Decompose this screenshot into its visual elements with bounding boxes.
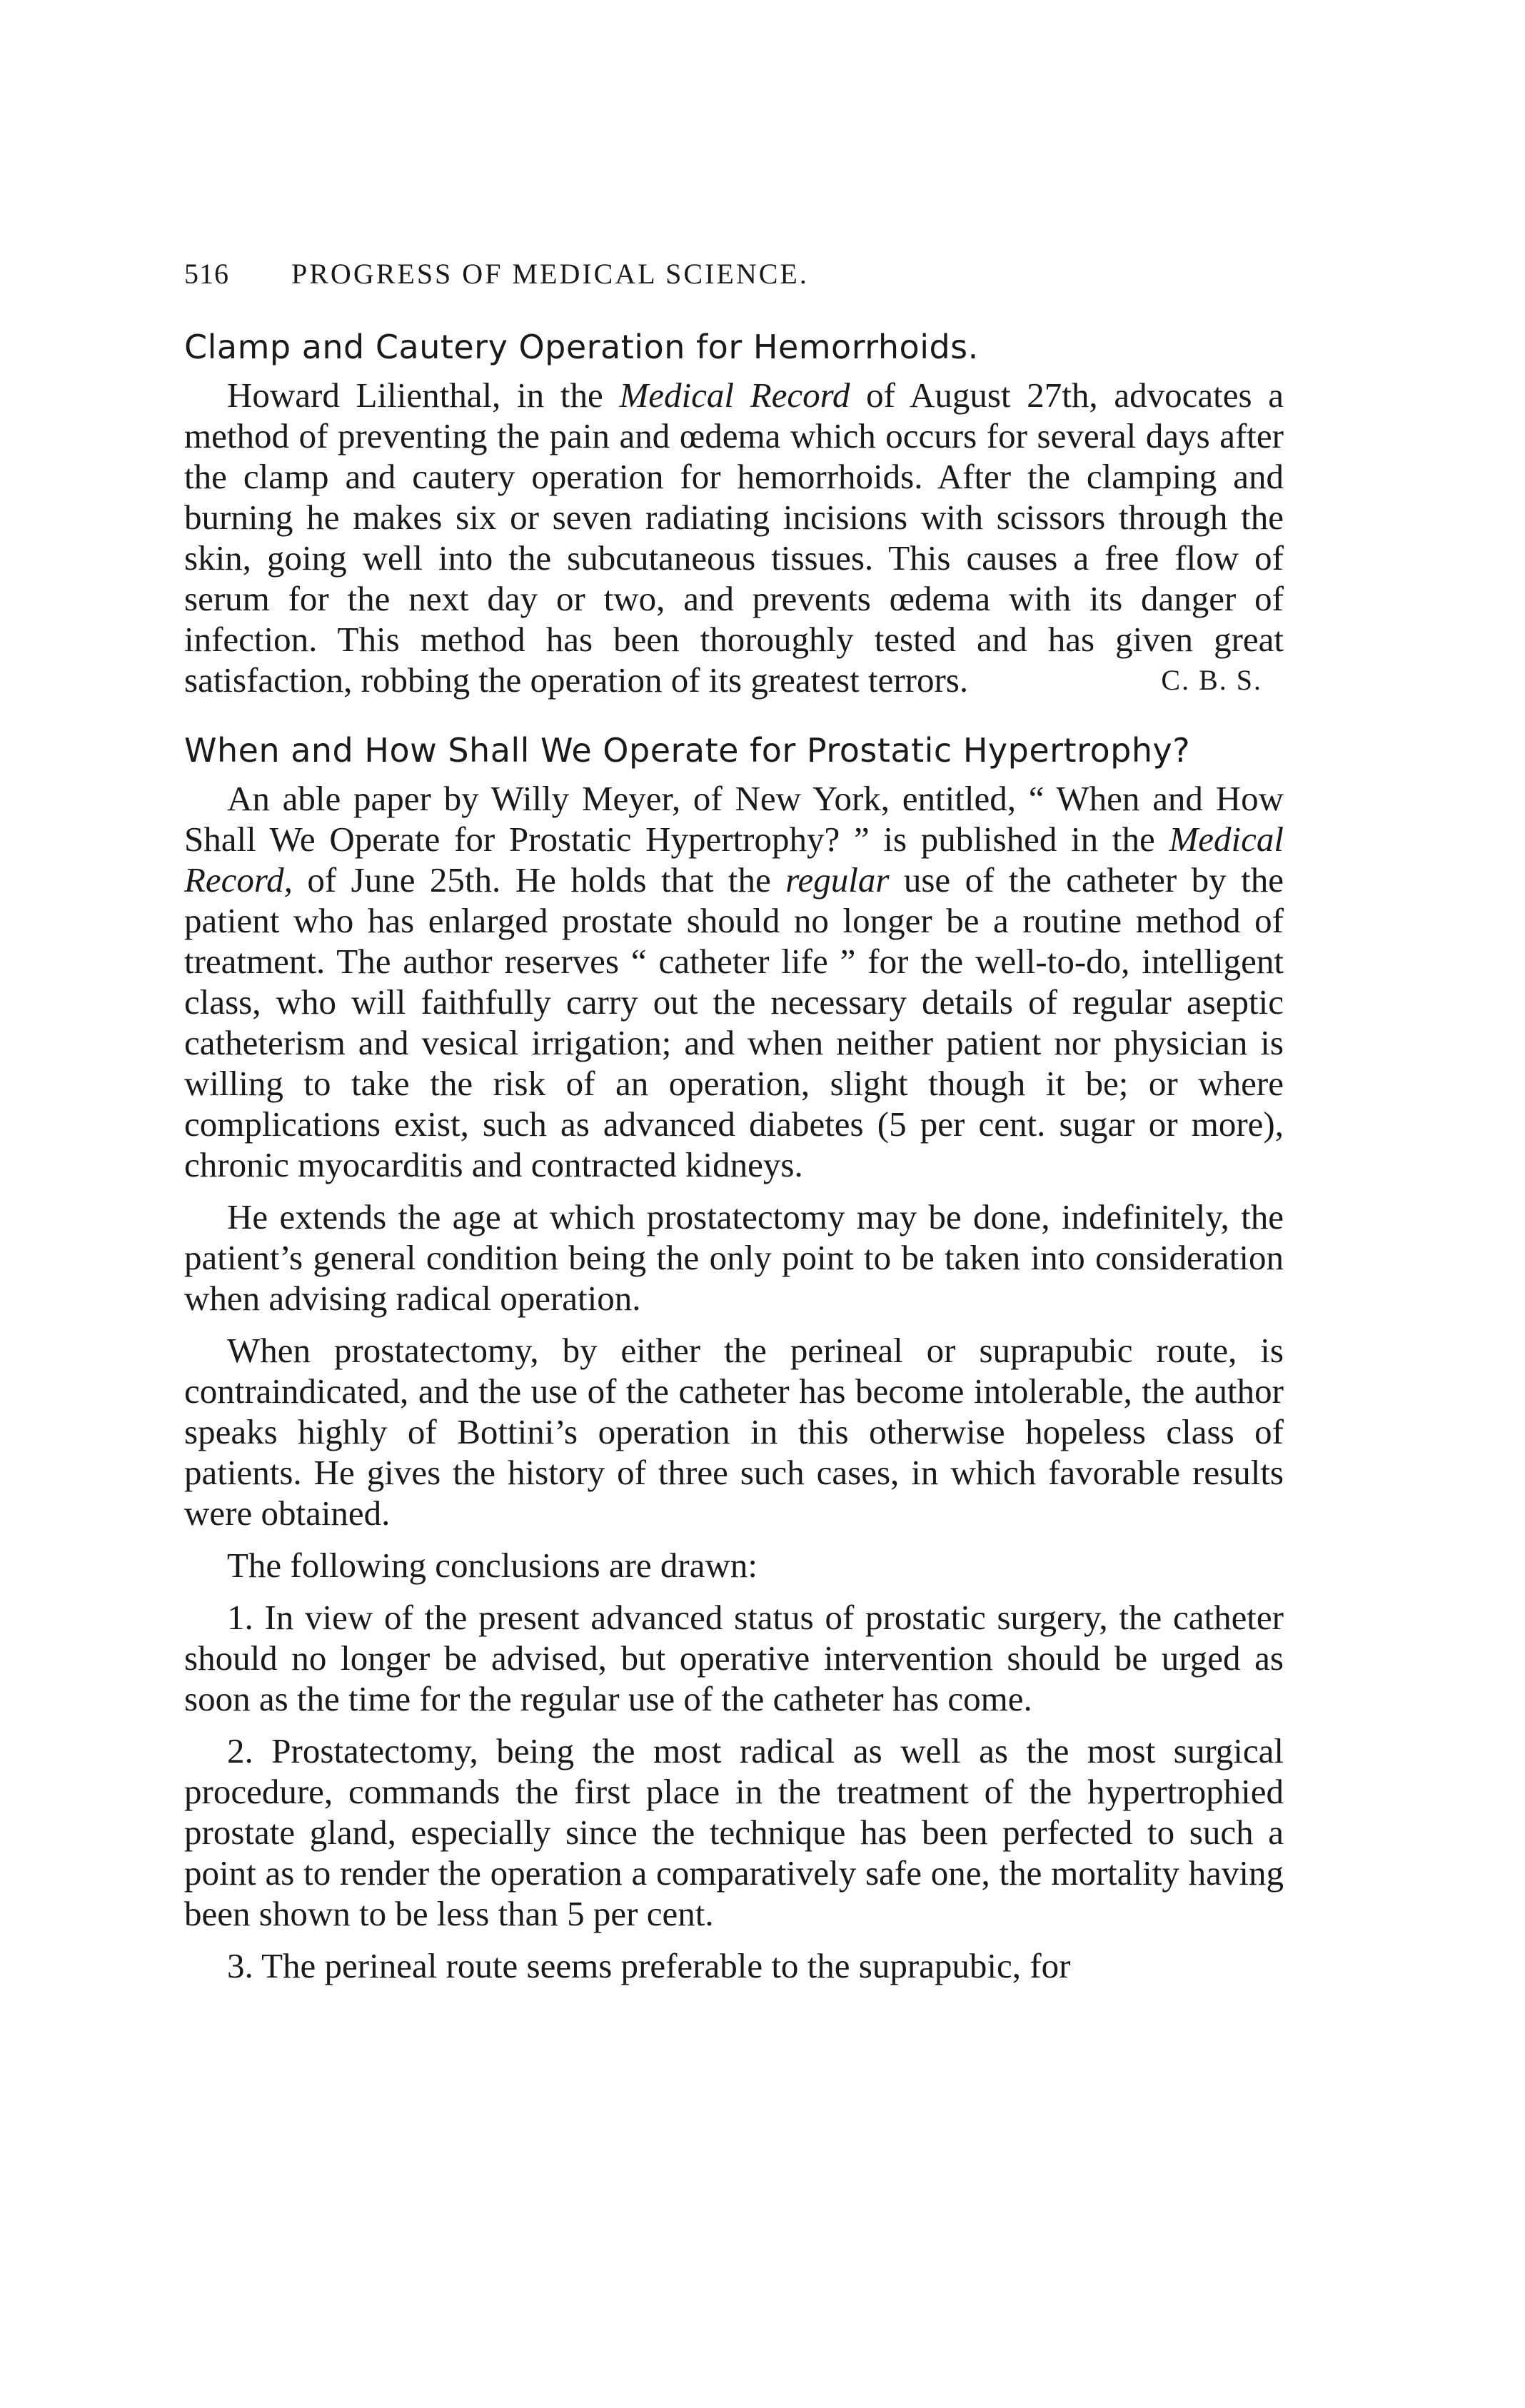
running-title: PROGRESS OF MEDICAL SCIENCE. bbox=[291, 258, 809, 290]
running-head bbox=[184, 257, 1284, 291]
author-initials: C. B. S. bbox=[1161, 664, 1262, 696]
conclusion-item: 2. Prostatectomy, being the most radical as well as the most surgical procedure, commands the first place in the treatment of the hypertrophied prostate gland, especially since the technique has been perfected to such a point as to render the operation a comparatively safe one, the mortality having been shown to be less than 5 per cent. bbox=[184, 1731, 1284, 1933]
article-paragraph bbox=[184, 375, 1284, 700]
article-paragraph bbox=[184, 778, 1284, 1185]
text-run: of June 25th. He holds that the bbox=[292, 860, 786, 900]
article-paragraph: He extends the age at which prostatectomy may be done, indefinitely, the patient’s general condition being the only point to be taken into consideration when advising radical operation. bbox=[184, 1197, 1284, 1318]
text-run: Howard Lilienthal, in the bbox=[227, 376, 620, 415]
conclusion-item: 1. In view of the present advanced status of prostatic surgery, the catheter should no longer be advised, but operative intervention should be urged as soon as the time for the regular use of the catheter has come. bbox=[184, 1598, 1284, 1718]
conclusion-item: 3. The perineal route seems preferable to the suprapubic, for bbox=[227, 1946, 1071, 1985]
emphasis: regular bbox=[785, 860, 890, 900]
article-hemorrhoids bbox=[184, 328, 1284, 700]
text-run: An able paper by Willy Meyer, of New York, entitled, “ When and How Shall We Operate for Prostatic Hypertrophy? ” is published in the bbox=[184, 779, 1284, 859]
conclusions-intro: The following conclusions are drawn: bbox=[227, 1546, 758, 1585]
journal-title: Medical Record, bbox=[184, 820, 1284, 900]
page-number: 516 bbox=[184, 258, 229, 290]
article-prostatic-hypertrophy bbox=[184, 731, 1284, 1986]
text-run: of August 27th, advocates a method of preventing the pain and œdema which occurs for several days after the clamp and cautery operation for hemorrhoids. After the clamping and burning he makes six or seven radiating incisions with scissors through the skin, going well into the subcutaneous tissues. This causes a free flow of serum for the next day or two, and prevents œdema with its danger of infection. This method has been thoroughly tested and has given great satisfaction, robbing the operation of its greatest terrors. bbox=[184, 376, 1284, 700]
journal-title: Medical Record bbox=[619, 376, 850, 415]
text-run: use of the catheter by the patient who has enlarged prostate should no longer be a routine method of treatment. The author reserves “ catheter life ” for the well-to-do, intelligent class, who will faithfully carry out the necessary details of regular aseptic catheterism and vesical irrigation; and when neither patient nor physician is willing to take the risk of an operation, slight though it be; or where complications exist, such as advanced diabetes (5 per cent. sugar or more), chronic myocarditis and contracted kidneys. bbox=[184, 860, 1284, 1184]
article-title: When and How Shall We Operate for Prostatic Hypertrophy? bbox=[184, 731, 1191, 770]
article-title: Clamp and Cautery Operation for Hemorrhoids. bbox=[184, 328, 979, 366]
book-page bbox=[184, 257, 1284, 1986]
article-paragraph: When prostatectomy, by either the perineal or suprapubic route, is contraindicated, and the use of the catheter has become intolerable, the author speaks highly of Bottini’s operation in this otherwise hopeless class of patients. He gives the history of three such cases, in which favorable results were obtained. bbox=[184, 1331, 1284, 1533]
